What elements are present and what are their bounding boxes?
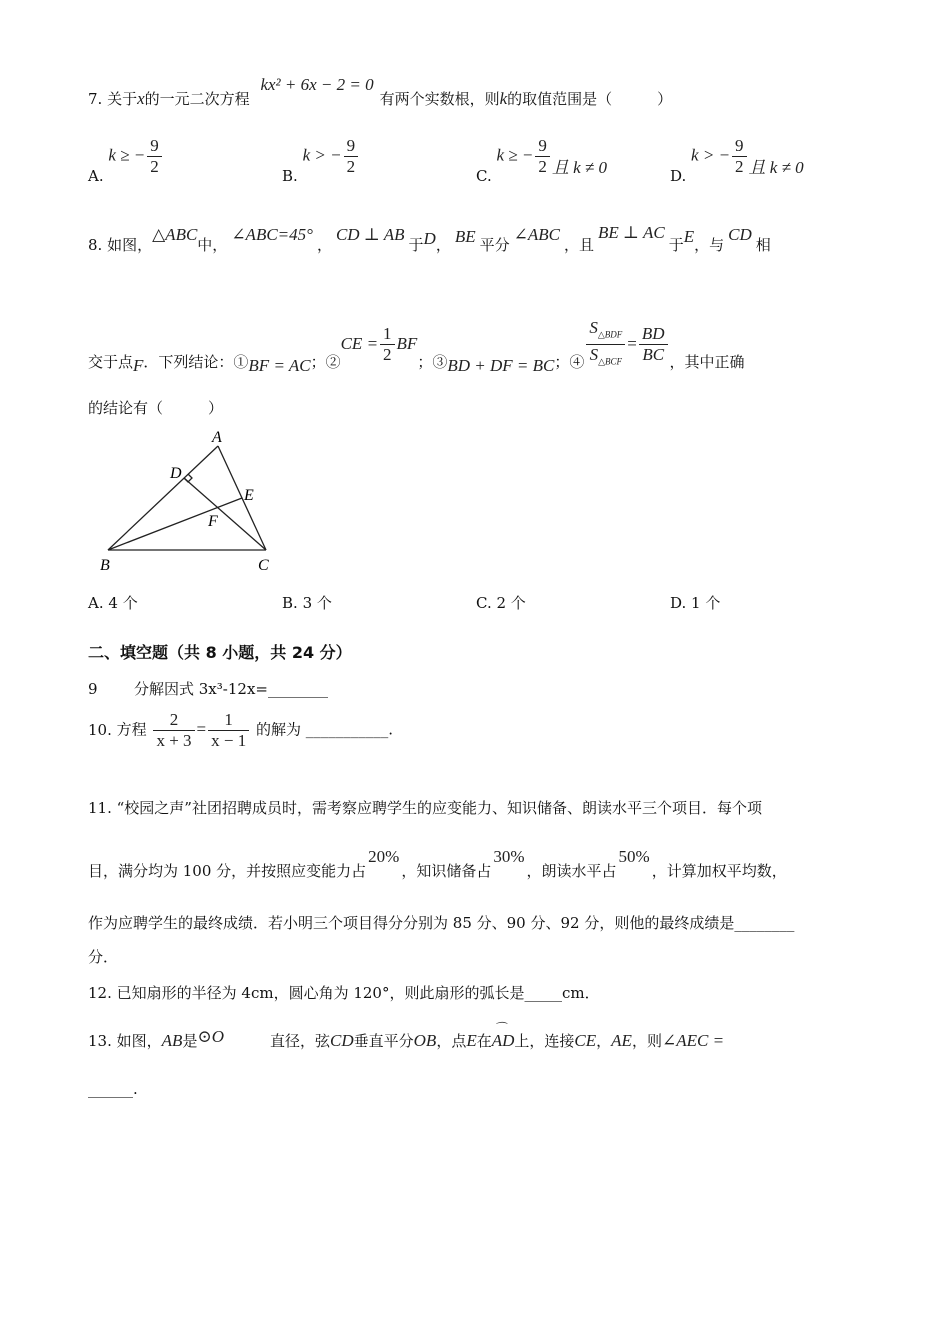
q8-stem-line2 xyxy=(88,318,745,375)
q8-text: ， xyxy=(435,236,451,254)
q8-angle: ∠ABC=45° xyxy=(231,225,313,244)
q13-ce: CE xyxy=(574,1031,597,1050)
q13-angle: ∠AEC = xyxy=(661,1031,725,1050)
label-f: F xyxy=(208,513,218,530)
q13-ae: AE xyxy=(611,1031,632,1050)
q8-cd: CD xyxy=(728,225,752,244)
option-expression: k ≥ − xyxy=(108,145,146,165)
q8-text: ，与 xyxy=(694,236,725,254)
option-label: C. xyxy=(476,166,492,185)
q8-angle2: ∠ABC xyxy=(513,225,560,244)
q13-text: 如图， xyxy=(116,1032,162,1050)
q7-text: 关于 xyxy=(107,90,138,108)
q13-text: 是 xyxy=(182,1032,198,1050)
q8-option-b[interactable] xyxy=(282,592,332,613)
q13-text: ，点 xyxy=(436,1032,467,1050)
q8-text: ；④ xyxy=(554,352,585,371)
q8-text: 中， xyxy=(197,236,228,254)
label-d: D xyxy=(170,465,182,482)
q10 xyxy=(88,710,393,751)
q8-be: BE xyxy=(454,227,476,246)
label-b: B xyxy=(100,557,110,574)
q9 xyxy=(88,678,328,699)
option-text: 3 个 xyxy=(302,594,332,612)
q9-answer-blank[interactable]: ________ xyxy=(267,680,328,698)
q8-text: 相 xyxy=(755,236,771,254)
option-fraction: $\frac{9}{2}$ xyxy=(732,136,747,177)
q12-number: 12. xyxy=(88,984,112,1002)
q11-text: “校园之声”社团招聘成员时，需考察应聘学生的应变能力、知识储备、朗读水平三个项目．每个项 xyxy=(116,799,762,817)
option-label: A. xyxy=(88,594,104,612)
option-fraction: $\frac{9}{2}$ xyxy=(344,136,359,177)
q13-text: 垂直平分 xyxy=(353,1032,414,1050)
q13-text: 在 xyxy=(476,1032,492,1050)
q12 xyxy=(88,982,600,1003)
q8-conclusion-4-rhs: $\frac{BD}{BC}$ xyxy=(639,324,668,365)
q7-text: 的一元二次方程 xyxy=(144,90,250,108)
q8-text: ，其中正确 xyxy=(669,352,745,371)
q11-percent-1: 20% xyxy=(368,847,400,866)
option-label: D. xyxy=(670,594,687,612)
q7-var-x: x xyxy=(137,89,145,108)
q10-text: 方程 xyxy=(116,720,147,739)
q8-conclusion-1: BF = AC xyxy=(248,355,311,375)
q7-text: 有两个实数根，则 xyxy=(379,90,500,108)
q12-text: 已知扇形的半径为 4cm，圆心角为 120°，则此扇形的弧长是_____cm． xyxy=(116,984,600,1002)
q10-number: 10. xyxy=(88,720,112,739)
q8-perp2: BE ⊥ AC xyxy=(598,223,665,242)
q10-text: 的解为 xyxy=(256,720,302,739)
label-a: A xyxy=(212,429,222,446)
q13-text: ， xyxy=(596,1032,612,1050)
segment-ab xyxy=(108,446,218,550)
q13-line1 xyxy=(88,1021,725,1051)
q13-cd: CD xyxy=(330,1031,354,1050)
q8-option-a[interactable] xyxy=(88,592,138,613)
q11-line4: 分． xyxy=(88,948,119,966)
q8-point-e: E xyxy=(683,227,695,246)
q8-conclusion-2a: CE = xyxy=(340,333,379,353)
q8-point-f: F xyxy=(133,355,144,375)
option-fraction: $\frac{9}{2}$ xyxy=(535,136,550,177)
q8-option-d[interactable] xyxy=(670,592,720,613)
q7-option-d[interactable] xyxy=(670,136,804,185)
q8-number: 8. xyxy=(88,236,103,254)
q11-text: ，计算加权平均数， xyxy=(651,862,787,880)
option-tail: 且 k ≠ 0 xyxy=(551,157,607,177)
q9-number: 9 xyxy=(88,680,98,698)
q7-number: 7. xyxy=(88,90,103,108)
option-label: B. xyxy=(282,166,298,185)
q8-triangle: △ABC xyxy=(152,225,198,244)
q13-ob: OB xyxy=(413,1031,437,1050)
q8-text: ．下列结论：① xyxy=(143,352,249,371)
q13-answer-blank[interactable]: ______. xyxy=(88,1080,138,1098)
section-heading: 二、填空题（共 8 小题，共 24 分） xyxy=(88,643,352,662)
option-text: 2 个 xyxy=(496,594,526,612)
q11-line3: 作为应聘学生的最终成绩．若小明三个项目得分分别为 85 分、90 分、92 分，则他的最终成绩是________ xyxy=(88,914,795,932)
option-tail: 且 k ≠ 0 xyxy=(748,157,804,177)
q7-equation: kx² + 6x − 2 = 0 xyxy=(260,75,374,94)
q7-option-a[interactable] xyxy=(88,136,164,185)
q7-var-k: k xyxy=(499,89,508,108)
q13-number: 13. xyxy=(88,1032,112,1050)
q11-line1 xyxy=(88,797,762,818)
q11-text: ，知识储备占 xyxy=(401,862,492,880)
q11-text: ，朗读水平占 xyxy=(526,862,617,880)
q8-conclusion-3: BD + DF = BC xyxy=(447,355,555,375)
q11-number: 11. xyxy=(88,799,112,817)
option-label: D. xyxy=(670,166,687,185)
q8-point-d: D xyxy=(423,229,436,248)
q13-text: 直径，弦 xyxy=(269,1032,330,1050)
q8-conclusion-4-lhs: $\frac{S_{\triangle BDF}}{S_{\triangle BCF}}$ xyxy=(586,318,625,372)
q8-stem-line3: 的结论有（ ） xyxy=(88,399,224,417)
option-expression: k > − xyxy=(302,145,342,165)
q8-text: 交于点 xyxy=(88,352,134,371)
q8-stem-line1 xyxy=(88,223,771,255)
q10-left-fraction: $\frac{2}{x + 3}$ xyxy=(153,710,194,751)
label-e: E xyxy=(244,487,254,504)
q13-ab: AB xyxy=(161,1031,183,1050)
option-expression: k > − xyxy=(691,145,731,165)
q8-text: 如图， xyxy=(107,236,153,254)
option-expression: k ≥ − xyxy=(496,145,534,165)
q8-text: ；② xyxy=(310,352,341,371)
option-text: 4 个 xyxy=(108,594,138,612)
q7-stem xyxy=(88,75,673,109)
q7-option-b[interactable] xyxy=(282,136,360,185)
option-label: C. xyxy=(476,594,492,612)
q8-text: ，且 xyxy=(564,236,595,254)
q8-text: 平分 xyxy=(479,236,510,254)
option-label: A. xyxy=(88,166,104,185)
q11-percent-2: 30% xyxy=(493,847,525,866)
option-fraction: $\frac{9}{2}$ xyxy=(147,136,162,177)
q8-figure xyxy=(92,424,292,576)
q8-text: 于 xyxy=(668,236,684,254)
q8-text: 于 xyxy=(408,236,424,254)
segment-be xyxy=(108,498,242,550)
q8-conclusion-2-fraction: $\frac{1}{2}$ xyxy=(380,324,395,365)
q7-option-c[interactable] xyxy=(476,136,607,185)
q8-text: ， xyxy=(316,236,332,254)
q10-answer-blank[interactable]: ___________. xyxy=(305,720,394,739)
q8-option-c[interactable] xyxy=(476,592,526,613)
q8-conclusion-2b: BF xyxy=(396,333,418,353)
q8-text: ；③ xyxy=(417,352,448,371)
q9-text: 分解因式 3x³-12x= xyxy=(134,680,268,698)
q11-percent-3: 50% xyxy=(618,847,650,866)
q8-equals: = xyxy=(627,333,637,353)
q11-text: 目，满分均为 100 分，并按照应变能力占 xyxy=(88,862,367,880)
q13-text: ，则 xyxy=(631,1032,662,1050)
q13-text: 上，连接 xyxy=(514,1032,575,1050)
q11-line2 xyxy=(88,846,787,880)
q10-right-fraction: $\frac{1}{x - 1}$ xyxy=(208,710,249,751)
option-label: B. xyxy=(282,594,298,612)
option-text: 1 个 xyxy=(691,594,721,612)
q13-point-e: E xyxy=(466,1031,477,1050)
q13-arc: ⌒ AD xyxy=(491,1021,515,1050)
q13-circle: ⊙O xyxy=(197,1027,224,1046)
label-c: C xyxy=(258,557,269,574)
q8-perp1: CD ⊥ AB xyxy=(335,225,405,244)
q10-equals: = xyxy=(196,719,207,739)
q7-text: 的取值范围是（ ） xyxy=(507,90,673,108)
